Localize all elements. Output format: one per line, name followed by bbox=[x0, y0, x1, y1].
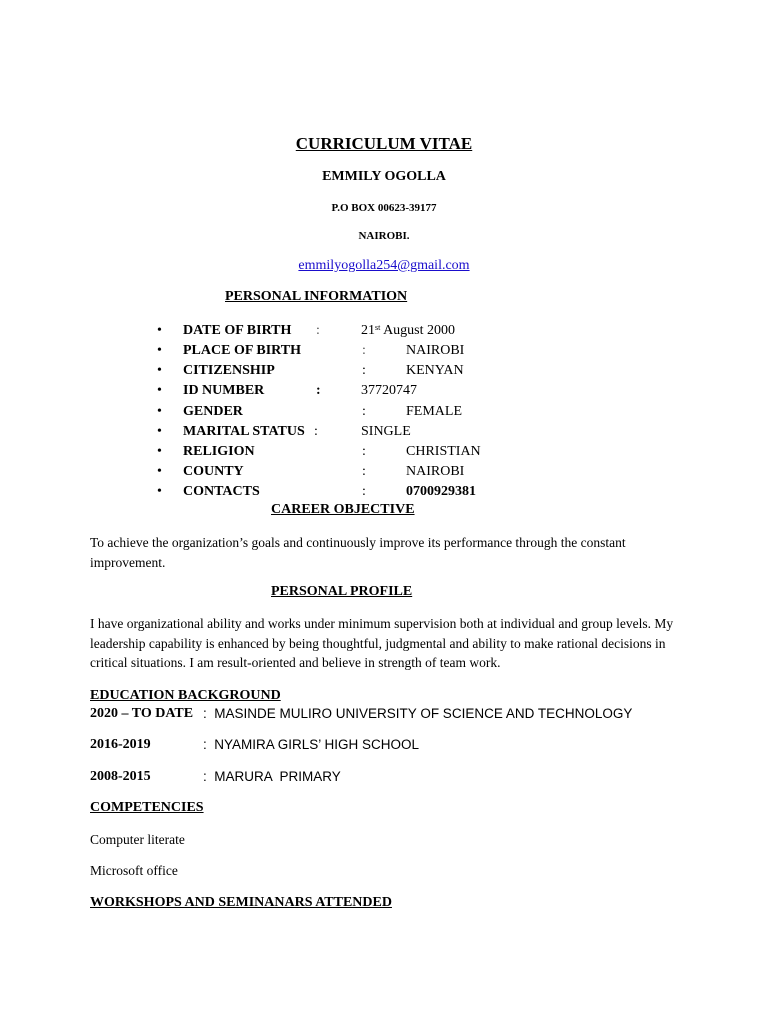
field-colon: : bbox=[362, 484, 366, 499]
list-item bbox=[0, 424, 768, 444]
field-colon: : bbox=[316, 383, 321, 398]
bullet-icon: • bbox=[157, 383, 162, 398]
field-value: SINGLE bbox=[361, 424, 411, 439]
education-heading: EDUCATION BACKGROUND bbox=[90, 688, 281, 703]
competencies-heading: COMPETENCIES bbox=[90, 800, 204, 815]
field-value: 37720747 bbox=[361, 383, 417, 398]
bullet-icon: • bbox=[157, 323, 162, 338]
candidate-name: EMMILY OGOLLA bbox=[322, 169, 446, 184]
bullet-icon: • bbox=[157, 484, 162, 499]
list-item bbox=[0, 323, 768, 343]
field-colon: : bbox=[362, 444, 366, 459]
list-item bbox=[0, 343, 768, 363]
field-value: 0700929381 bbox=[406, 484, 476, 499]
list-item: Microsoft office bbox=[90, 863, 178, 878]
field-colon: : bbox=[316, 323, 320, 338]
field-label: ID NUMBER bbox=[183, 383, 265, 398]
bullet-icon: • bbox=[157, 464, 162, 479]
field-label: PLACE OF BIRTH bbox=[183, 343, 302, 358]
list-item bbox=[0, 383, 768, 403]
education-dates: 2020 – TO DATE bbox=[90, 706, 194, 721]
education-institution: : MARURA PRIMARY bbox=[203, 769, 341, 784]
career-objective-heading: CAREER OBJECTIVE bbox=[271, 502, 415, 517]
field-colon: : bbox=[314, 424, 318, 439]
field-value: NAIROBI bbox=[406, 343, 465, 358]
field-label: RELIGION bbox=[183, 444, 255, 459]
list-item bbox=[0, 464, 768, 484]
personal-profile-heading: PERSONAL PROFILE bbox=[271, 584, 413, 599]
list-item bbox=[0, 444, 768, 464]
field-label: CITIZENSHIP bbox=[183, 363, 275, 378]
list-item bbox=[0, 363, 768, 383]
bullet-icon: • bbox=[157, 424, 162, 439]
field-value: FEMALE bbox=[406, 404, 462, 419]
document-title: CURRICULUM VITAE bbox=[295, 134, 473, 153]
field-label: DATE OF BIRTH bbox=[183, 323, 292, 338]
education-dates: 2016-2019 bbox=[90, 737, 151, 752]
list-item: Computer literate bbox=[90, 832, 185, 847]
bullet-icon: • bbox=[157, 363, 162, 378]
field-label: GENDER bbox=[183, 404, 243, 419]
city-line: NAIROBI. bbox=[358, 230, 410, 242]
personal-profile-text: I have organizational ability and works under minimum supervision both at individual and group levels. My leadership capability is enhanced by being thoughtful, judgmental and ability to make rational decisions in critical situations. I am result-oriented and believe in strength of team work. bbox=[90, 616, 674, 670]
career-objective-text: To achieve the organization’s goals and continuously improve its performance through the constant improvement. bbox=[90, 535, 626, 570]
field-label: CONTACTS bbox=[183, 484, 260, 499]
field-colon: : bbox=[362, 363, 366, 378]
field-colon: : bbox=[362, 404, 366, 419]
bullet-icon: • bbox=[157, 343, 162, 358]
personal-information-heading: PERSONAL INFORMATION bbox=[225, 289, 408, 304]
field-value: NAIROBI bbox=[406, 464, 465, 479]
list-item bbox=[0, 484, 768, 504]
field-label: MARITAL STATUS bbox=[183, 424, 305, 439]
workshops-heading: WORKSHOPS AND SEMINANARS ATTENDED bbox=[90, 895, 392, 910]
field-colon: : bbox=[362, 464, 366, 479]
email-link[interactable]: emmilyogolla254@gmail.com bbox=[298, 258, 470, 273]
field-value: 21st August 2000 bbox=[361, 323, 456, 338]
bullet-icon: • bbox=[157, 444, 162, 459]
field-colon: : bbox=[362, 343, 366, 358]
field-value: KENYAN bbox=[406, 363, 464, 378]
education-dates: 2008-2015 bbox=[90, 769, 151, 784]
bullet-icon: • bbox=[157, 404, 162, 419]
postal-address: P.O BOX 00623-39177 bbox=[331, 202, 437, 214]
education-institution: : MASINDE MULIRO UNIVERSITY OF SCIENCE AND TECHNOLOGY bbox=[203, 706, 633, 721]
field-label: COUNTY bbox=[183, 464, 244, 479]
field-value: CHRISTIAN bbox=[406, 444, 481, 459]
list-item bbox=[0, 404, 768, 424]
education-institution: : NYAMIRA GIRLS’ HIGH SCHOOL bbox=[203, 737, 420, 752]
